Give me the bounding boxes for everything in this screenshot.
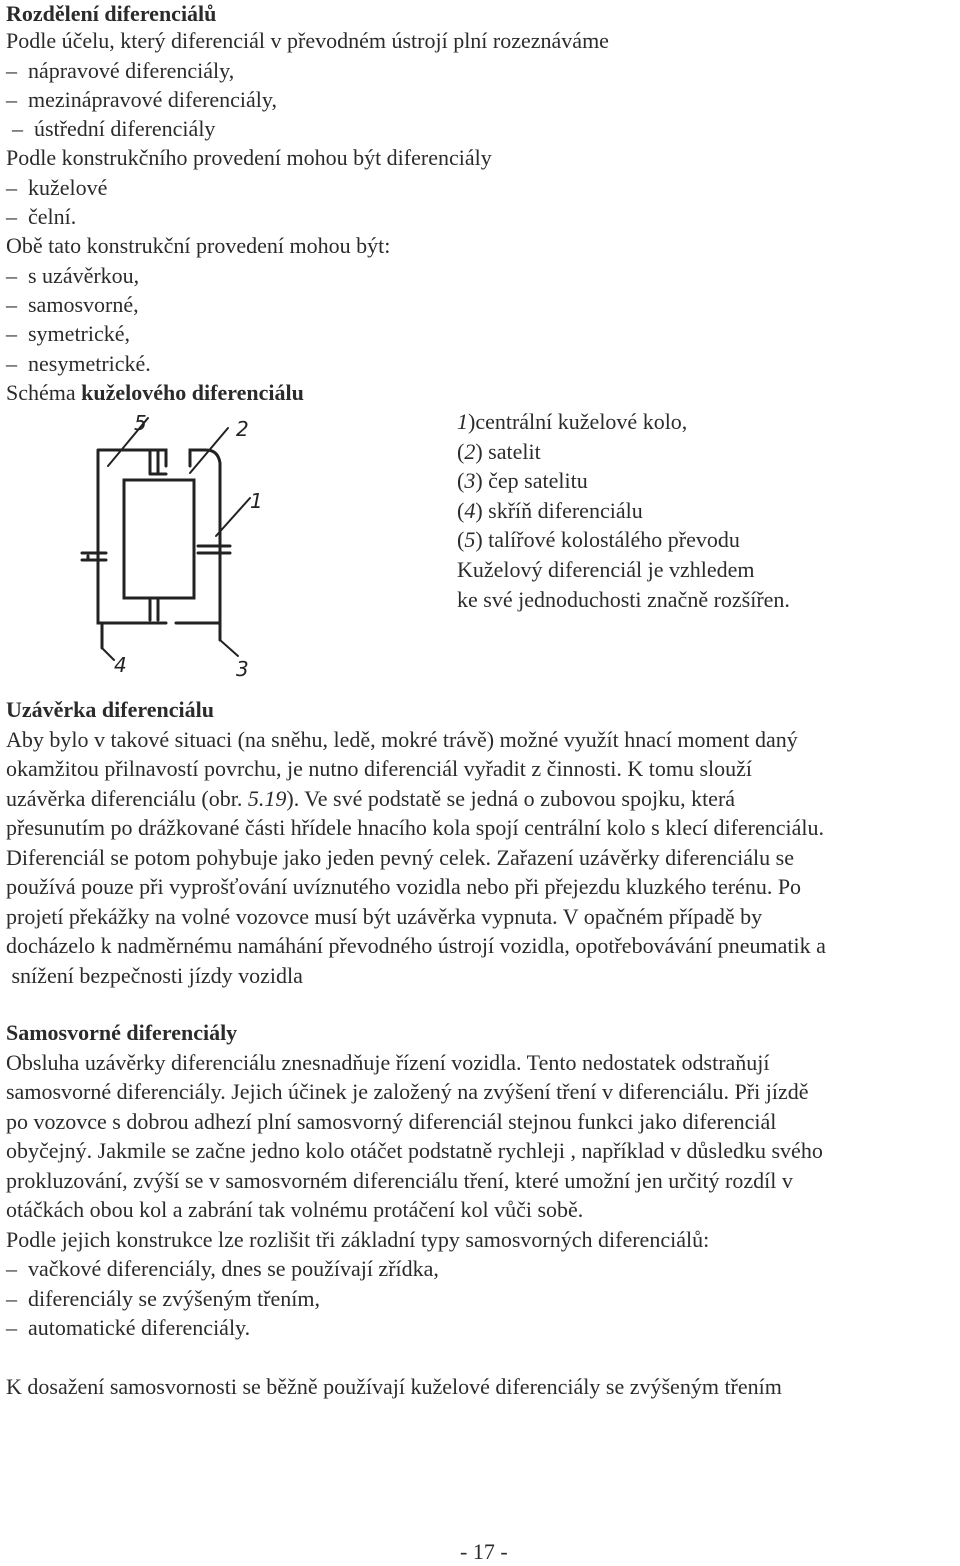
list-item: – diferenciály se zvýšeným třením, bbox=[6, 1285, 321, 1311]
paragraph-line: Obsluha uzávěrky diferenciálu znesnadňuje řízení vozidla. Tento nedostatek odstraňují bbox=[6, 1049, 770, 1075]
list-item: – čelní. bbox=[6, 204, 77, 229]
satellite-frame bbox=[124, 480, 194, 598]
diagram-label-4: 4 bbox=[114, 653, 127, 677]
paragraph-line: otáčkách obou kol a zabrání tak volnému protáčení kol vůči sobě. bbox=[6, 1197, 584, 1222]
paragraph-line: Podle jejich konstrukce lze rozlišit tři základní typy samosvorných diferenciálů: bbox=[6, 1226, 710, 1252]
section-samosvorne bbox=[6, 1018, 823, 1343]
list-item: – nesymetrické. bbox=[6, 351, 151, 376]
intro-construction: Podle konstrukčního provedení mohou být diferenciály bbox=[6, 145, 492, 170]
paragraph-line: docházelo k nadměrnému namáhání převodného ústrojí vozidla, opotřebovávání pneumatik a bbox=[6, 933, 826, 958]
leader-4 bbox=[102, 648, 114, 660]
list-item: – vačkové diferenciály, dnes se používají zřídka, bbox=[6, 1256, 439, 1281]
diagram-legend bbox=[457, 408, 790, 615]
paragraph-line: okamžitou přilnavostí povrchu, je nutno diferenciál vyřadit z činnosti. K tomu slouží bbox=[6, 756, 753, 781]
leader-3 bbox=[220, 640, 238, 656]
paragraph-line: Diferenciál se potom pohybuje jako jeden pevný celek. Zařazení uzávěrky diferenciálu se bbox=[6, 844, 794, 870]
bottom-shaft bbox=[102, 623, 220, 648]
paragraph-line: prokluzování, zvýší se v samosvorném diferenciálu tření, které umožní jen určitý rozdíl v bbox=[6, 1167, 793, 1193]
legend-note-line: ke své jednoduchosti značně rozšířen. bbox=[457, 586, 790, 612]
schema-heading: Schéma kuželového diferenciálu bbox=[6, 380, 304, 405]
section-title-uzaverka: Uzávěrka diferenciálu bbox=[6, 697, 214, 722]
legend-note-line: Kuželový diferenciál je vzhledem bbox=[457, 556, 755, 582]
legend-item-2: (2) satelit bbox=[457, 438, 541, 464]
legend-item-1: 1)centrální kuželové kolo, bbox=[457, 409, 688, 434]
legend-item-3: (3) čep satelitu bbox=[457, 468, 588, 494]
list-item: – samosvorné, bbox=[6, 292, 139, 317]
paragraph-line: projetí překážky na volné vozovce musí být uzávěrka vypnuta. V opačném případě by bbox=[6, 903, 763, 929]
right-gear-ticks bbox=[198, 546, 230, 553]
diagram-label-5: 5 bbox=[134, 411, 147, 435]
section-uzaverka bbox=[6, 695, 826, 990]
paragraph-line: uzávěrka diferenciálu (obr. 5.19). Ve své podstatě se jedná o zubovou spojku, která bbox=[6, 785, 736, 811]
paragraph-line: po vozovce s dobrou adhezí plní samosvorný diferenciál stejnou funkci jako diferenciál bbox=[6, 1108, 777, 1134]
diagram-label-2: 2 bbox=[236, 417, 249, 441]
list-item: – automatické diferenciály. bbox=[6, 1315, 251, 1340]
section-title-rozdeleni: Rozdělení diferenciálů bbox=[6, 1, 217, 26]
intro-purpose: Podle účelu, který diferenciál v převodném ústrojí plní rozeznáváme bbox=[6, 28, 609, 53]
paragraph-line: Aby bylo v takové situaci (na sněhu, ledě, mokré trávě) možné využít hnací moment daný bbox=[6, 726, 798, 752]
left-gear-ticks bbox=[82, 553, 106, 560]
diagram-label-1: 1 bbox=[250, 489, 263, 513]
list-item: – ústřední diferenciály bbox=[12, 116, 216, 141]
legend-item-5: (5) talířové kolostálého převodu bbox=[457, 527, 740, 553]
list-item: – mezinápravové diferenciály, bbox=[6, 87, 277, 112]
list-item: – nápravové diferenciály, bbox=[6, 58, 235, 83]
legend-item-4: (4) skříň diferenciálu bbox=[457, 497, 643, 523]
paragraph-line: snížení bezpečnosti jízdy vozidla bbox=[6, 962, 303, 988]
paragraph-line: přesunutím po drážkované části hřídele hnacího kola spojí centrální kolo s klecí diferenciálu. bbox=[6, 815, 825, 840]
top-gear bbox=[150, 452, 166, 474]
paragraph-line: samosvorné diferenciály. Jejich účinek je založený na zvýšení tření v diferenciálu. Při jízdě bbox=[6, 1079, 809, 1104]
intro-both: Obě tato konstrukční provedení mohou být: bbox=[6, 233, 391, 258]
paragraph-line: používá pouze při vyprošťování uvíznutého vozidla nebo při přejezdu kluzkého terénu. Po bbox=[6, 874, 802, 899]
list-item: – kuželové bbox=[6, 175, 108, 200]
section-title-samosvorne: Samosvorné diferenciály bbox=[6, 1020, 238, 1045]
closing-sentence: K dosažení samosvornosti se běžně používají kuželové diferenciály se zvýšeným třením bbox=[6, 1374, 782, 1399]
bottom-gear bbox=[150, 600, 158, 620]
diagram-label-3: 3 bbox=[236, 657, 249, 681]
bevel-differential-diagram bbox=[78, 408, 278, 683]
list-item: – s uzávěrkou, bbox=[6, 263, 140, 288]
page-number: - 17 - bbox=[460, 1539, 508, 1564]
list-item: – symetrické, bbox=[6, 321, 131, 346]
paragraph-line: obyčejný. Jakmile se začne jedno kolo otáčet podstatně rychleji , například v důsledku svého bbox=[6, 1138, 823, 1163]
